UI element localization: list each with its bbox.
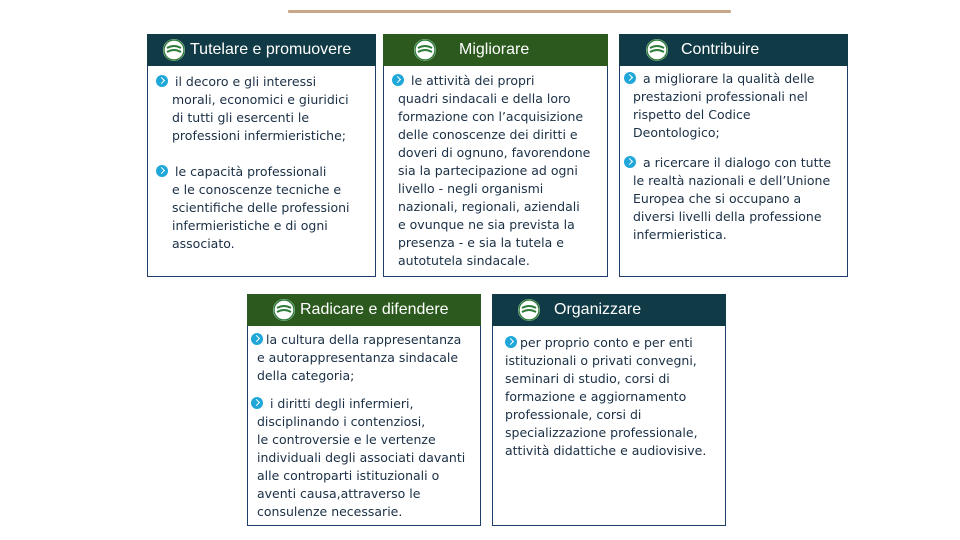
text-line: della categoria;	[257, 368, 355, 383]
card-tutelare	[147, 34, 376, 277]
text-line: consulenze necessarie.	[257, 504, 403, 519]
text-line: disciplinando i contenziosi,	[257, 414, 426, 429]
text-line: Europea che si occupano a	[633, 191, 802, 206]
card-body	[147, 66, 376, 277]
chevron-right-icon	[624, 156, 636, 168]
text-line: alle controparti istituzionali o	[257, 468, 440, 483]
paragraph	[505, 334, 706, 460]
text-line: delle conoscenze dei diritti e	[398, 127, 578, 142]
card-title: Contribuire	[681, 41, 760, 58]
card-header	[619, 34, 848, 66]
card-header	[147, 34, 376, 66]
paragraph	[624, 70, 814, 142]
text-line: e ovunque ne sia prevista la	[398, 217, 575, 232]
text-line: a migliorare la qualità delle	[639, 71, 815, 86]
logo-icon	[646, 39, 668, 61]
card-contribuire	[619, 34, 848, 277]
text-line: scientifiche delle professioni	[172, 200, 350, 215]
card-header	[492, 294, 726, 326]
text-line: le realtà nazionali e dell’Unione	[633, 173, 831, 188]
text-line: Deontologico;	[633, 125, 720, 140]
text-line: prestazioni professionali nel	[633, 89, 808, 104]
text-line: presenza - e sia la tutela e	[398, 235, 564, 250]
card-title: Tutelare e promuovere	[190, 41, 352, 58]
card-title: Radicare e difendere	[300, 301, 449, 318]
card-header	[383, 34, 608, 66]
chevron-right-icon	[156, 75, 168, 87]
card-radicare	[247, 294, 481, 526]
text-line: le controversie e le vertenze	[257, 432, 436, 447]
logo-icon	[163, 39, 185, 61]
logo-icon	[518, 299, 540, 321]
chevron-right-icon	[392, 74, 404, 86]
chevron-right-icon	[251, 397, 263, 409]
card-organizzare	[492, 294, 726, 526]
text-line: professioni infermieristiche;	[172, 128, 346, 143]
text-line: istituzionali o privati convegni,	[505, 353, 697, 368]
text-line: di tutti gli esercenti le	[172, 110, 310, 125]
card-body	[383, 66, 608, 277]
chevron-right-icon	[505, 336, 517, 348]
text-line: aventi causa,attraverso le	[257, 486, 421, 501]
text-line: infermieristiche e di ogni	[172, 218, 328, 233]
text-line: sia la partecipazione ad ogni	[398, 163, 578, 178]
text-line: quadri sindacali e della loro	[398, 91, 571, 106]
card-migliorare	[383, 34, 608, 277]
text-line: professionale, corsi di	[505, 407, 642, 422]
logo-icon	[414, 39, 436, 61]
text-line: il decoro e gli interessi	[171, 74, 317, 89]
text-line: formazione e aggiornamento	[505, 389, 687, 404]
card-body	[247, 326, 481, 526]
logo-icon	[273, 299, 295, 321]
text-line: diversi livelli della professione	[633, 209, 822, 224]
text-line: la cultura della rappresentanza	[266, 332, 462, 347]
text-line: specializzazione professionale,	[505, 425, 698, 440]
paragraph	[251, 331, 461, 385]
paragraph	[251, 395, 465, 521]
text-line: livello - negli organismi	[398, 181, 544, 196]
card-header	[247, 294, 481, 326]
text-line: attività didattiche e audiovisive.	[505, 443, 707, 458]
text-line: nazionali, regionali, aziendali	[398, 199, 580, 214]
text-line: e le conoscenze tecniche e	[172, 182, 342, 197]
chevron-right-icon	[624, 72, 636, 84]
chevron-right-icon	[156, 165, 168, 177]
text-line: i diritti degli infermieri,	[266, 396, 414, 411]
text-line: individuali degli associati davanti	[257, 450, 466, 465]
card-title: Migliorare	[459, 41, 530, 58]
card-body	[619, 66, 848, 277]
text-line: autotutela sindacale.	[398, 253, 530, 268]
paragraph	[392, 72, 590, 270]
text-line: per proprio conto e per enti	[520, 335, 693, 350]
text-line: seminari di studio, corsi di	[505, 371, 670, 386]
text-line: le capacità professionali	[171, 164, 327, 179]
text-line: doveri di ognuno, favorendone	[398, 145, 591, 160]
text-line: associato.	[172, 236, 235, 251]
text-line: formazione con l’acquisizione	[398, 109, 584, 124]
text-line: rispetto del Codice	[633, 107, 751, 122]
top-divider	[288, 10, 731, 13]
card-title: Organizzare	[554, 301, 642, 318]
paragraph	[156, 163, 350, 253]
chevron-right-icon	[251, 333, 263, 345]
text-line: a ricercare il dialogo con tutte	[639, 155, 832, 170]
text-line: infermieristica.	[633, 227, 727, 242]
text-line: e autorappresentanza sindacale	[257, 350, 459, 365]
paragraph	[624, 154, 831, 244]
text-line: le attività dei propri	[407, 73, 535, 88]
text-line: morali, economici e giuridici	[172, 92, 349, 107]
card-body	[492, 326, 726, 526]
paragraph	[156, 73, 349, 145]
